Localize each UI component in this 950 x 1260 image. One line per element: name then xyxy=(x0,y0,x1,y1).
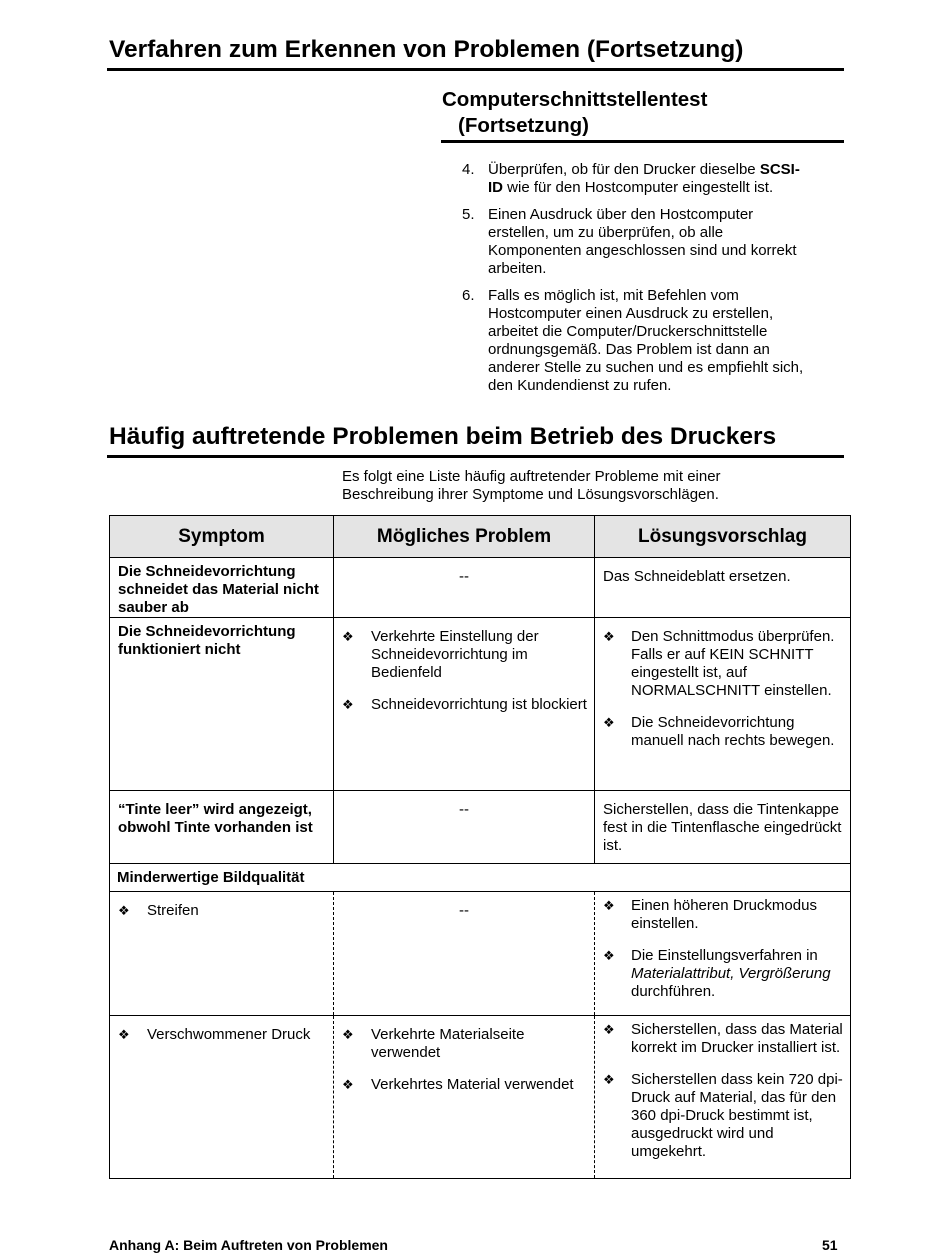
table-row xyxy=(110,892,851,1016)
solution-list xyxy=(595,892,850,1001)
solution-item: ❖ Sicherstellen, dass das Material korrekt im Drucker installiert ist. xyxy=(603,1021,843,1056)
symptom-list xyxy=(110,892,333,920)
header-solution: Lösungsvorschlag xyxy=(595,516,851,558)
symptom-cell: Die Schneidevorrichtung schneidet das Material nicht sauber ab xyxy=(110,558,334,618)
solution-item: ❖ Die Schneidevorrichtung manuell nach rechts bewegen. xyxy=(603,714,835,749)
solution-item: ❖ Einen höheren Druckmodus einstellen. xyxy=(603,897,817,932)
section-rule xyxy=(107,455,844,458)
solution-item: ❖ Sicherstellen dass kein 720 dpi-Druck auf Material, das für den 360 dpi-Druck bestimmt ist, ausgedruckt wird und umgekehrt. xyxy=(603,1071,843,1160)
table-row xyxy=(110,791,851,864)
symptom-cell xyxy=(110,892,334,1016)
bullet-diamond-icon: ❖ xyxy=(603,948,615,963)
bullet-diamond-icon: ❖ xyxy=(603,715,615,730)
solution-cell xyxy=(595,618,851,791)
symptom-list xyxy=(110,1016,333,1044)
problem-cell: -- xyxy=(334,791,595,864)
subsection-heading xyxy=(442,87,842,139)
footer-chapter: Anhang A: Beim Auftreten von Problemen xyxy=(109,1237,388,1253)
subsection-title-line2: (Fortsetzung) xyxy=(458,114,589,137)
bullet-diamond-icon: ❖ xyxy=(118,903,130,918)
step-text-end: wie für den Hostcomputer eingestellt ist. xyxy=(503,179,774,196)
table-header-row xyxy=(110,516,851,558)
problem-item: ❖ Schneidevorrichtung ist blockiert xyxy=(342,696,587,713)
symptom-item: ❖ Verschwommener Druck xyxy=(118,1026,311,1043)
title-rule xyxy=(107,68,844,71)
bullet-diamond-icon: ❖ xyxy=(342,1027,354,1042)
symptom-item: ❖ Streifen xyxy=(118,902,199,919)
bullet-diamond-icon: ❖ xyxy=(342,697,354,712)
steps-list xyxy=(462,161,807,404)
symptom-cell: “Tinte leer” wird angezeigt, obwohl Tinte vorhanden ist xyxy=(110,791,334,864)
problem-item: ❖ Verkehrte Einstellung der Schneidevorrichtung im Bedienfeld xyxy=(342,628,539,681)
symptom-cell xyxy=(110,1016,334,1179)
step-text: Falls es möglich ist, mit Befehlen vom Hostcomputer einen Ausdruck zu erstellen, arbeitet die Computer/Druckerschnittstelle ordnungsgemäß. Das Problem ist dann an anderer Stelle zu suchen und es empfiehlt sich, den Kundendienst zu rufen. xyxy=(488,287,804,394)
problem-list xyxy=(334,1016,594,1094)
problem-list xyxy=(334,618,594,714)
solution-cell xyxy=(595,1016,851,1179)
table-row xyxy=(110,1016,851,1179)
problem-cell xyxy=(334,1016,595,1179)
problem-cell xyxy=(334,618,595,791)
bullet-diamond-icon: ❖ xyxy=(342,1077,354,1092)
step-number: 5. xyxy=(462,206,475,223)
header-symptom: Symptom xyxy=(110,516,334,558)
step-text-bold: SCSI-ID xyxy=(488,161,800,196)
problem-item: ❖ Verkehrte Materialseite verwendet xyxy=(342,1026,525,1061)
problems-table xyxy=(109,515,851,1179)
problem-cell: -- xyxy=(334,558,595,618)
problem-item: ❖ Verkehrtes Material verwendet xyxy=(342,1076,574,1093)
problem-cell: -- xyxy=(334,892,595,1016)
step-number: 4. xyxy=(462,161,475,178)
symptom-cell: Die Schneidevorrichtung funktioniert nicht xyxy=(110,618,334,791)
section-label-cell: Minderwertige Bildqualität xyxy=(110,864,851,892)
solution-list xyxy=(595,618,850,750)
bullet-diamond-icon: ❖ xyxy=(603,1022,615,1037)
solution-cell: Das Schneideblatt ersetzen. xyxy=(595,558,851,618)
step-item xyxy=(462,287,807,395)
bullet-diamond-icon: ❖ xyxy=(342,629,354,644)
table-section-row xyxy=(110,864,851,892)
solution-cell: Sicherstellen, dass die Tintenkappe fest in die Tintenflasche eingedrückt ist. xyxy=(595,791,851,864)
header-problem: Mögliches Problem xyxy=(334,516,595,558)
table-row xyxy=(110,558,851,618)
subsection-title-line1: Computerschnittstellentest xyxy=(442,88,708,111)
page-title: Verfahren zum Erkennen von Problemen (Fortsetzung) xyxy=(109,36,744,63)
step-item xyxy=(462,161,807,197)
solution-list xyxy=(595,1016,850,1161)
step-number: 6. xyxy=(462,287,475,304)
solution-item: ❖ Den Schnittmodus überprüfen. Falls er auf KEIN SCHNITT eingestellt ist, auf NORMALSCHNITT einstellen. xyxy=(603,628,835,699)
page-number: 51 xyxy=(822,1237,838,1253)
section-intro: Es folgt eine Liste häufig auftretender Probleme mit einer Beschreibung ihrer Symptome und Lösungsvorschlägen. xyxy=(342,468,721,503)
step-text: Überprüfen, ob für den Drucker dieselbe xyxy=(488,161,760,178)
solution-cell xyxy=(595,892,851,1016)
bullet-diamond-icon: ❖ xyxy=(118,1027,130,1042)
subsection-rule xyxy=(441,140,844,143)
solution-item: ❖ Die Einstellungsverfahren in Materialattribut, Vergrößerung durchführen. xyxy=(603,947,831,1000)
step-item xyxy=(462,206,807,278)
bullet-diamond-icon: ❖ xyxy=(603,629,615,644)
bullet-diamond-icon: ❖ xyxy=(603,898,615,913)
section-title: Häufig auftretende Problemen beim Betrieb des Druckers xyxy=(109,423,777,450)
table-row xyxy=(110,618,851,791)
bullet-diamond-icon: ❖ xyxy=(603,1072,615,1087)
step-text: Einen Ausdruck über den Hostcomputer erstellen, um zu überprüfen, ob alle Komponenten angeschlossen sind und korrekt arbeiten. xyxy=(488,206,797,277)
